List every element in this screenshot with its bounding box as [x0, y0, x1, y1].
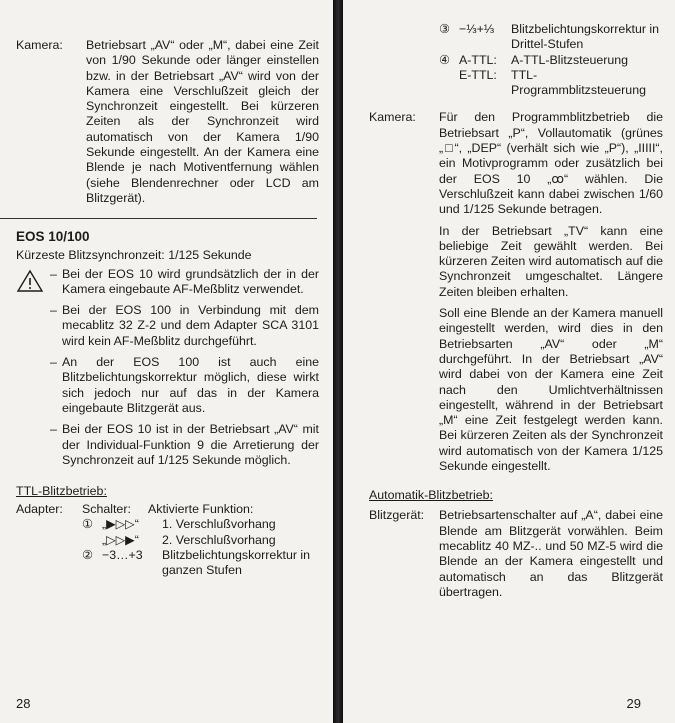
- table-row: [439, 68, 663, 99]
- list-item-text: Bei der EOS 100 in Verbindung mit dem mecablitz 32 Z-2 und dem Adapter SCA 3101 wird kein AF-Meßblitz durchgeführt.: [62, 303, 319, 348]
- list-item-text: An der EOS 100 ist auch eine Blitzbelichtungskorrektur möglich, diese wirkt sich jedoch nur auf das in der Kamera eingebaute Blitzgerät aus.: [62, 355, 319, 415]
- ttl-heading: TTL-Blitzbetrieb:: [16, 484, 107, 499]
- switch-value: TTL-Programmblitzsteuerung: [511, 67, 646, 98]
- switch-key: −⅓+⅓: [459, 22, 495, 36]
- table-row: [82, 533, 319, 548]
- blende-paragraph: Soll eine Blende an der Kamera manuell eingestellt werden, wird dies in den Betriebsarten „AV“ oder „M“ durchgeführt. In der Betriebsart „AV“ wird dabei von der Kamera eine Zeit nach den Umlichtverhältnissen eingestellt, während in der Betriebsart „M“ eine Zeit festgelegt werden kann. Bei kürzeren Zeiten als der Synchronzeit wird automatisch von der Kamera 1/125 Sekunde eingestellt.: [439, 306, 663, 474]
- switch-table-left: [82, 517, 319, 578]
- switch-value: A-TTL-Blitzsteuerung: [511, 52, 629, 67]
- switch-number: ②: [82, 548, 94, 563]
- switch-value: Blitzbelichtungskorrektur in ganzen Stufen: [162, 548, 311, 578]
- switch-table-right: [439, 22, 663, 98]
- table-row: [82, 548, 319, 579]
- section-heading-eos: EOS 10/100: [16, 229, 90, 245]
- switch-key: „▶▷▷“: [102, 517, 139, 532]
- table-row: [82, 517, 319, 532]
- switch-key: −3…+3: [102, 548, 143, 563]
- auto-heading: Automatik-Blitzbetrieb:: [369, 488, 493, 503]
- left-page: [0, 0, 333, 723]
- adapter-label: Adapter:: [16, 502, 63, 517]
- blitz-block: [369, 508, 663, 600]
- page-number-left: 28: [16, 696, 31, 711]
- table-row: [439, 22, 663, 53]
- tv-paragraph: In der Betriebsart „TV“ kann eine beliebige Zeit gewählt werden. Bei kürzeren Zeiten wird automatisch auf die Synchronzeit umgeschaltet. Längere Zeiten bleiben erhalten.: [439, 223, 663, 299]
- table-row: [439, 53, 663, 68]
- sync-time-text: Kürzeste Blitzsynchronzeit: 1/125 Sekunde: [16, 248, 252, 263]
- switch-key: A-TTL:: [459, 52, 497, 67]
- right-page: [343, 0, 675, 723]
- list-item-text: Bei der EOS 10 wird grundsätzlich der in der Kamera eingebaute AF-Meßblitz verwendet.: [62, 266, 319, 296]
- switch-value: Blitzbelichtungskorrektur in Drittel-Stufen: [511, 22, 660, 52]
- kamera-label: Kamera:: [369, 110, 416, 125]
- list-item-text: Bei der EOS 10 ist in der Betriebsart „AV“ mit der Individual-Funktion 9 die Arretierung der Synchronzeit auf 1/125 Sekunde möglich.: [62, 422, 319, 467]
- warning-block: [16, 267, 319, 475]
- kamera-content: [439, 110, 663, 474]
- switch-number: ④: [439, 52, 451, 67]
- list-item: – Bei der EOS 100 in Verbindung mit dem mecablitz 32 Z-2 und dem Adapter SCA 3101 wird kein AF-Meßblitz durchgeführt.: [50, 303, 319, 348]
- page-number-right: 29: [626, 696, 641, 711]
- switch-number: ①: [82, 517, 94, 532]
- switch-value: 1. Verschlußvorhang: [162, 517, 276, 532]
- list-item: – Bei der EOS 10 wird grundsätzlich der in der Kamera eingebaute AF-Meßblitz verwendet.: [50, 266, 319, 296]
- schalter-value: Aktivierte Funktion:: [148, 502, 254, 517]
- kamera-text: Betriebsart „AV“ oder „M“, dabei eine Zeit von 1/90 Sekunde oder länger einstellen bzw. in der Betriebsart „AV“ wird von der Kamera eine Verschlußzeit gleich der Synchronzeit eingestellt. Bei kürzeren Zeiten als der Synchronzeit wird automatisch von der Kamera 1/90 Sekunde eingestellt. An der Kamera eine Blende je nach Motiventfernung wählen (siehe Blendenrechner oder LCD am Blitzgerät).: [86, 38, 319, 205]
- kamera-label: Kamera:: [16, 38, 63, 52]
- schalter-label: Schalter:: [82, 502, 131, 517]
- section-divider: [0, 218, 317, 219]
- kamera-text: Für den Programmblitzbetrieb die Betriebsart „P“, Vollautomatik (grünes „□“, „DEP“ (verhält sich wie „P“), „IIIII“, ein Motivprogramm oder zusätzlich bei der EOS 10 „ꝏ“ wählen. Die Verschlußzeit kann dabei zwischen 1/60 und 1/125 Sekunde betragen.: [439, 110, 663, 217]
- kamera-block-right: [369, 110, 663, 474]
- switch-key: E-TTL:: [459, 67, 497, 82]
- blitz-text: Betriebsartenschalter auf „A“, dabei eine Blende am Blitzgerät vorwählen. Beim mecablitz 40 MZ-.. und 50 MZ-5 wird die Blende an der Kamera eingestellt und automatisch an das Blitzgerät übertragen.: [439, 508, 663, 599]
- switch-number: [439, 68, 459, 99]
- blitz-label: Blitzgerät:: [369, 508, 425, 523]
- kamera-block-left: [16, 38, 319, 206]
- list-item: – Bei der EOS 10 ist in der Betriebsart „AV“ mit der Individual-Funktion 9 die Arretierung der Synchronzeit auf 1/125 Sekunde möglich.: [50, 422, 319, 467]
- switch-number: ③: [439, 22, 451, 36]
- switch-number: [82, 533, 102, 548]
- adapter-row: [16, 502, 319, 517]
- warning-list: [50, 267, 319, 475]
- warning-icon: [16, 267, 50, 475]
- book-gutter: [333, 0, 343, 723]
- switch-key: „▷▷▶“: [102, 532, 139, 547]
- switch-value: 2. Verschlußvorhang: [162, 532, 276, 547]
- list-item: – An der EOS 100 ist auch eine Blitzbelichtungskorrektur möglich, diese wirkt sich jedoch nur auf das in der Kamera eingebaute Blitzgerät aus.: [50, 355, 319, 415]
